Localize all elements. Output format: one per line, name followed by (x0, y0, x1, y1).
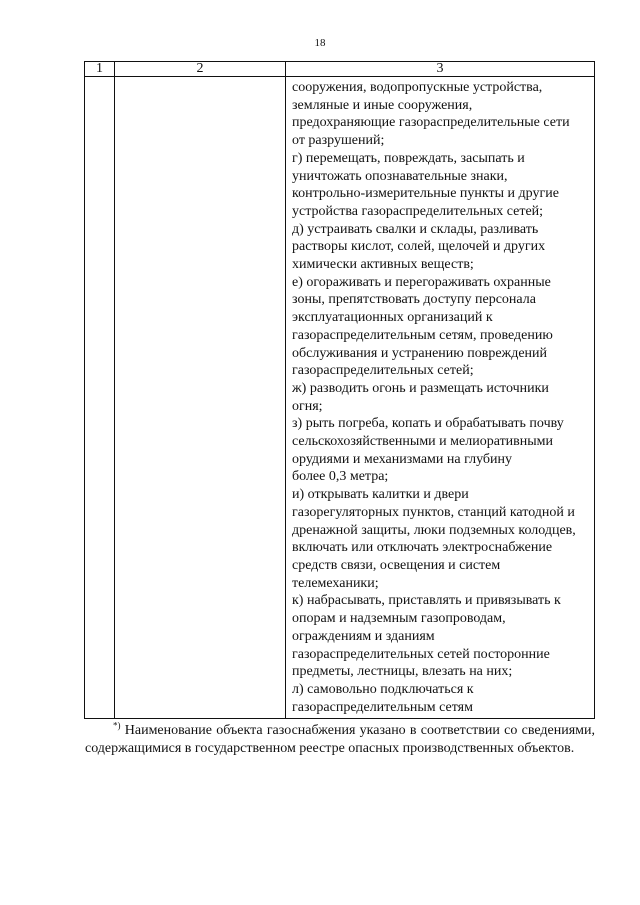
footnote-text: Наименование объекта газоснабжения указано в соответствии со сведениями, содержащимися в государственном реестре опасных производственных объектов. (85, 723, 595, 756)
table-row (85, 77, 595, 719)
table-cell-col3 (286, 77, 595, 719)
footnote (85, 722, 595, 757)
prohibitions-text: сооружения, водопропускные устройства, земляные и иные сооружения, предохраняющие газораспределительные сети от разрушений; г) перемещать, повреждать, засыпать и уничтожать опознавательные знаки, контрольно-измерительные пункты и другие устройства газораспределительных сетей; д) устраивать свалки и склады, разливать растворы кислот, солей, щелочей и других химически активных веществ; е) огораживать и перегораживать охранные зоны, препятствовать доступу персонала эксплуатационных организаций к газораспределительным сетям, проведению обслуживания и устранению повреждений газораспределительных сетей; ж) разводить огонь и размещать источники огня; з) рыть погреба, копать и обрабатывать почву сельскохозяйственными и мелиоративными орудиями и механизмами на глубину более 0,3 метра; и) открывать калитки и двери газорегуляторных пунктов, станций катодной и дренажной защиты, люки подземных колодцев, включать или отключать электроснабжение средств связи, освещения и систем телемеханики; к) набрасывать, приставлять и привязывать к опорам и надземным газопроводам, ограждениям и зданиям газораспределительных сетей посторонние предметы, лестницы, влезать на них; л) самовольно подключаться к газораспределительным сетям (292, 80, 576, 715)
column-header-2: 2 (115, 62, 286, 77)
requirements-table (84, 61, 595, 719)
column-header-3: 3 (286, 62, 595, 77)
page-number: 18 (314, 37, 326, 49)
table-header-row (85, 62, 595, 77)
footnote-marker: *) (113, 720, 121, 731)
table-cell-col1 (85, 77, 115, 719)
column-header-1: 1 (85, 62, 115, 77)
table-cell-col2 (115, 77, 286, 719)
